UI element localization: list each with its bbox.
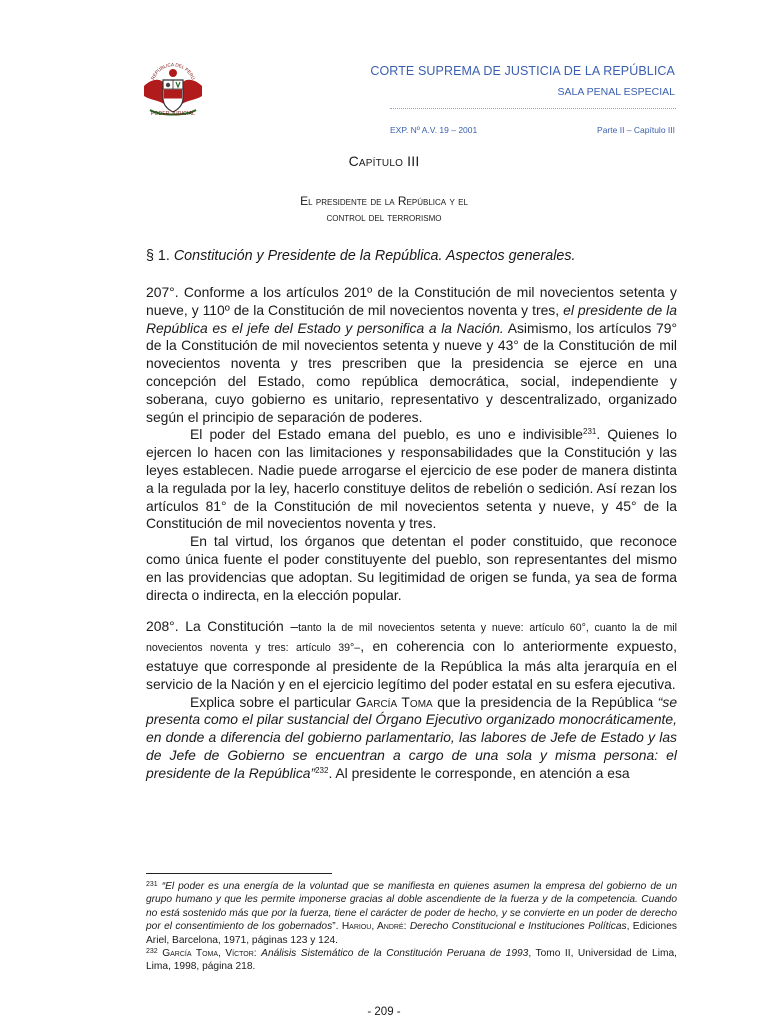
- part-chapter-label: Parte II – Capítulo III: [597, 125, 675, 135]
- p208-rest: , en coherencia con lo anteriormente expuesto, estatuye que corresponde al presidente de la República la más alta jerarquía en el servicio de la Nación y en el ejercicio legítimo del poder estatal en su esfera ejecutiva.: [146, 638, 677, 692]
- footnote-divider: [146, 873, 332, 874]
- footnote-231-quote: “El poder es una energía de la voluntad que se manifiesta en quienes asumen la empresa del gobierno de un grupo humano y que les permite imponerse gracias al doble ascendiente de la fuerza y de la competencia. Cuando no está sostenido más que por la fuerza, tiene el carácter de poder de hecho, y se convierte en un poder de derecho por el consentimiento de los gobernados: [146, 881, 677, 933]
- sala-name: SALA PENAL ESPECIAL: [557, 86, 675, 98]
- footnote-232-author: García Toma, Víctor:: [162, 948, 257, 960]
- paragraph-207-b: [146, 426, 677, 533]
- footnotes: [146, 880, 677, 974]
- p207b-text1: El poder del Estado emana del pueblo, es uno e indivisible: [190, 426, 584, 443]
- header-divider: [390, 108, 676, 109]
- seal-top-text: REPÚBLICA DEL PERÚ: [150, 62, 196, 81]
- footnote-232-rest: , Tomo II, Universidad de Lima, Lima, 1998, página 218.: [146, 948, 677, 973]
- section-prefix: § 1.: [146, 248, 170, 264]
- footnote-ref-232[interactable]: 232: [315, 765, 329, 775]
- paragraph-207-c: En tal virtud, los órganos que detentan el poder constituido, que reconoce como única fuente el poder constituyente del pueblo, son representantes del mismo en las providencias que adoptan. Su legitimidad de origen se funda, ya sea de forma directa o indirecta, en la elección popular.: [146, 533, 677, 603]
- p207-italic: el presidente de la República es el jefe del Estado y personifica a la Nación.: [146, 301, 677, 336]
- section-heading: [146, 248, 686, 264]
- paragraph-208-b: [146, 694, 677, 783]
- p207-lead: 207°. Conforme a los artículos 201º de la Constitución de mil novecientos setenta y nueve, y 110º de la Constitución de mil novecientos noventa y tres,: [146, 284, 677, 318]
- p208b-quote: “se presenta como el pilar sustancial del Órgano Ejecutivo organizado monocráticamente, en donde a diferencia del gobierno parlamentario, las labores de Jefe de Estado y las de Jefe de Gobierno se encuentran a cargo de una sola y misma persona: el presidente de la República”: [146, 693, 678, 781]
- footnote-232-work: Análisis Sistemático de la Constitución Peruana de 1993: [261, 948, 529, 960]
- footnote-231: [146, 880, 677, 947]
- footnote-ref-231[interactable]: 231: [583, 427, 597, 437]
- footnote-232: [146, 947, 677, 974]
- case-number: EXP. Nº A.V. 19 – 2001: [390, 125, 478, 135]
- p208b-author: García Toma: [355, 693, 433, 710]
- footnote-232-number: 232: [146, 948, 158, 956]
- section-title: Constitución y Presidente de la República. Aspectos generales.: [173, 248, 576, 264]
- chapter-heading: Capítulo III: [348, 153, 420, 169]
- p208b-text1: Explica sobre el particular: [190, 693, 352, 710]
- footnote-231-author: Hariou, André:: [341, 921, 407, 933]
- paragraph-208: [146, 618, 677, 693]
- p208-lead: 208°. La Constitución –: [146, 618, 299, 635]
- footnote-231-quote-end: ”.: [332, 921, 339, 933]
- p208-small: tanto la de mil novecientos setenta y nueve: artículo 60°, cuanto la de mil novecientos noventa y tres: artículo 39°–: [146, 622, 677, 655]
- court-name: CORTE SUPREMA DE JUSTICIA DE LA REPÚBLICA: [370, 64, 675, 78]
- paragraph-207: [146, 284, 677, 426]
- seal-caption: PODER JUDICIAL: [150, 111, 196, 117]
- p207-rest: Asimismo, los artículos 79° de la Constitución de mil novecientos setenta y nueve y 43° de la Constitución de mil novecientos noventa y tres prescriben que la presidencia se ejerce en una concepción del Estado, como república democrática, social, independiente y soberana, cuyo gobierno es unitario, representativo y descentralizado, organizado según el principio de separación de poderes.: [146, 319, 677, 425]
- page-number: - 209 -: [367, 1006, 401, 1018]
- body-text: [146, 284, 677, 783]
- chapter-title-line2: control del terrorismo: [326, 212, 442, 224]
- footnote-231-work: Derecho Constitucional e Instituciones Políticas: [409, 921, 627, 933]
- paragraph-gap: [146, 604, 677, 618]
- p208b-text2: que la presidencia de la República: [437, 693, 654, 710]
- p207b-text2: . Quienes lo ejercen lo hacen con las limitaciones y responsabilidades que la Constitución y las leyes establecen. Nadie puede arrogarse el ejercicio de ese poder de manera distinta a la regulada por la ley, hacerlo constituye delitos de rebelión o sedición. Así rezan los artículos 81° de la Constitución de mil novecientos setenta y nueve, y 45° de la Constitución de mil novecientos noventa y tres.: [146, 426, 677, 532]
- p208b-text3: . Al presidente le corresponde, en atención a esa: [328, 764, 630, 781]
- chapter-title-line1: El presidente de la República y el: [300, 194, 468, 208]
- footnote-231-number: 231: [146, 881, 158, 888]
- footnote-231-rest: , Ediciones Ariel, Barcelona, 1971, páginas 123 y 124.: [146, 921, 677, 946]
